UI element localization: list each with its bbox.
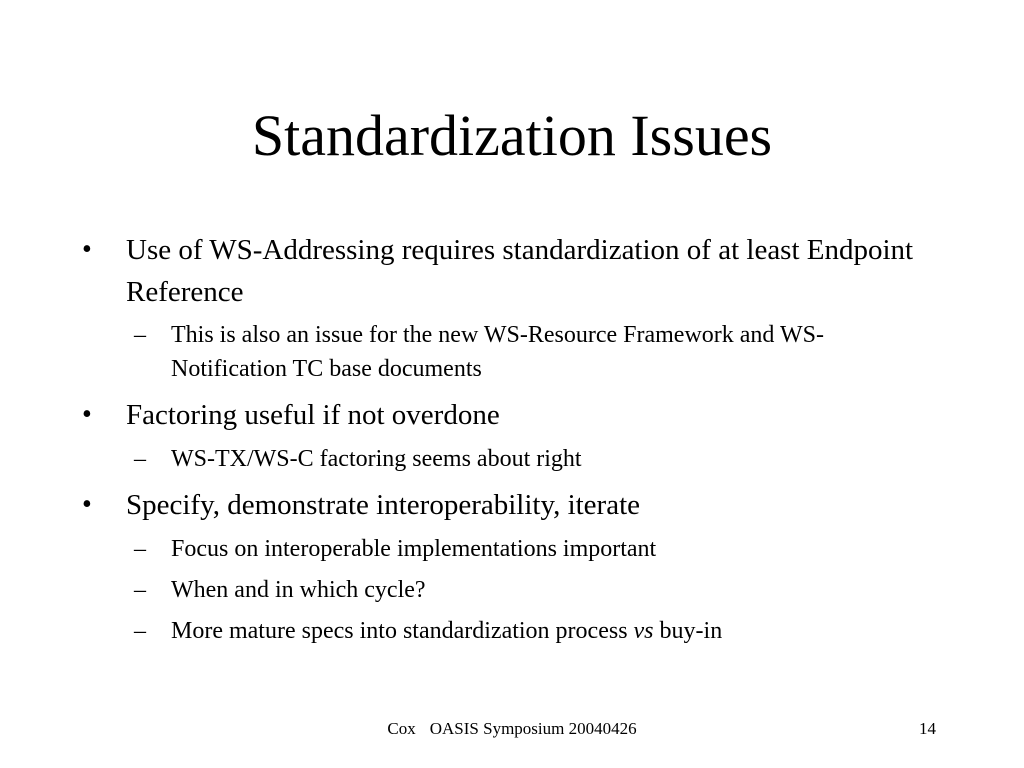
bullet-marker: •: [82, 489, 92, 520]
page-number: 14: [919, 719, 936, 738]
bullet-text: Factoring useful if not overdone: [126, 399, 500, 431]
sub-bullet-marker: –: [134, 322, 146, 348]
sub-bullet-text-italic: vs: [633, 618, 654, 644]
sub-bullet-text: This is also an issue for the new WS-Resource Framework and WS-Notification TC base documents: [171, 322, 824, 382]
sub-bullet-marker: –: [134, 446, 146, 472]
bullet-text: Specify, demonstrate interoperability, iterate: [126, 489, 641, 521]
sub-bullet-item: [134, 573, 934, 607]
sub-bullet-item: [134, 532, 934, 566]
bullet-item: [82, 394, 962, 436]
sub-bullet-text: [171, 614, 934, 648]
bullet-marker: •: [82, 234, 92, 265]
sub-bullet-marker: –: [134, 536, 146, 562]
sub-bullet-text: Focus on interoperable implementations important: [171, 536, 657, 562]
bullet-item: [82, 229, 962, 313]
sub-bullet-item: [134, 614, 934, 648]
footer-event: OASIS Symposium 20040426: [429, 719, 637, 738]
sub-bullet-item: [134, 442, 934, 476]
sub-bullet-text: WS-TX/WS-C factoring seems about right: [171, 446, 582, 472]
sub-bullet-item: [134, 318, 934, 386]
footer-author: Cox: [387, 719, 416, 738]
sub-bullet-text-part: buy-in: [653, 618, 723, 644]
bullet-marker: •: [82, 399, 92, 430]
sub-bullet-marker: –: [134, 577, 146, 603]
sub-bullet-text-part: More mature specs into standardization process: [171, 618, 634, 644]
slide-footer: [0, 718, 1024, 740]
slide-title: Standardization Issues: [251, 103, 773, 168]
sub-bullet-marker: –: [134, 618, 146, 644]
bullet-text: Use of WS-Addressing requires standardization of at least Endpoint Reference: [126, 234, 914, 308]
sub-bullet-text: When and in which cycle?: [171, 577, 426, 603]
bullet-item: [82, 484, 962, 526]
